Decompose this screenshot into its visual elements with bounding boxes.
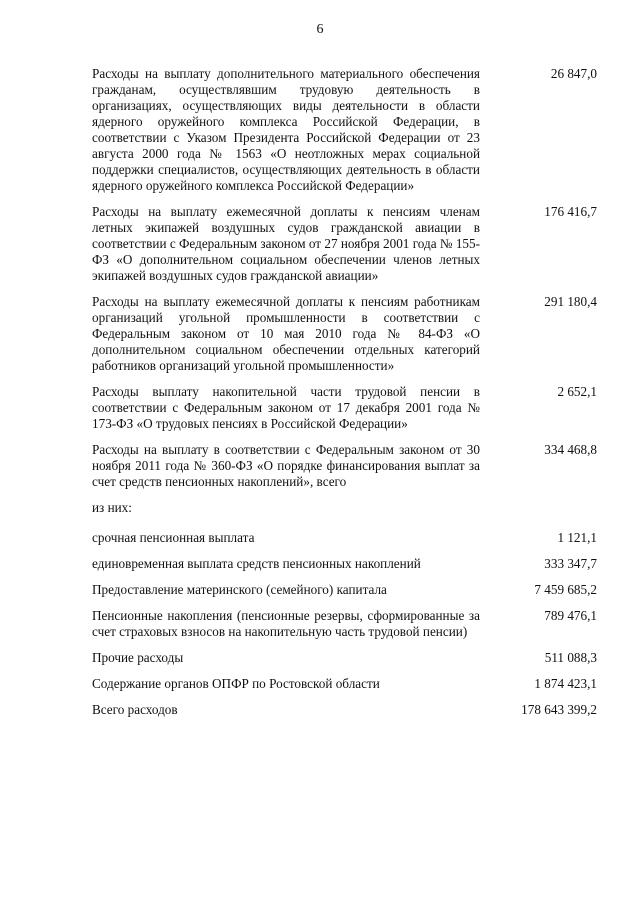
row-description: единовременная выплата средств пенсионных накоплений [92, 556, 421, 571]
expense-table [92, 66, 597, 728]
row-value: 2 652,1 [557, 384, 597, 399]
row-value: 176 416,7 [544, 204, 597, 219]
row-description: Содержание органов ОПФР по Ростовской области [92, 676, 380, 691]
row-value: 178 643 399,2 [521, 702, 597, 717]
row-value: 291 180,4 [544, 294, 597, 309]
row-description: Предоставление материнского (семейного) капитала [92, 582, 387, 597]
table-row [92, 676, 597, 692]
table-row [92, 582, 597, 598]
row-value: 511 088,3 [544, 650, 597, 665]
table-row [92, 442, 597, 490]
table-row [92, 530, 597, 546]
row-description: Расходы на выплату ежемесячной доплаты к пенсиям работникам организаций угольной промышленности в соответствии с Федеральным законом от 10 мая 2010 года № 84-ФЗ «О дополнительном социальном обеспечении отдельных категорий работников организаций угольной промышленности» [92, 294, 480, 373]
table-row [92, 608, 597, 640]
row-description: Прочие расходы [92, 650, 184, 665]
row-value: 334 468,8 [544, 442, 597, 457]
row-description: Расходы на выплату ежемесячной доплаты к пенсиям членам летных экипажей воздушных судов гражданской авиации в соответствии с Федеральным законом от 27 ноября 2001 года № 155-ФЗ «О дополнительном социальном обеспечении членов летных экипажей воздушных судов гражданской авиации» [92, 204, 480, 283]
total-row [92, 702, 597, 718]
row-description: Пенсионные накопления (пенсионные резервы, сформированные за счет страховых взносов на накопительную часть трудовой пенсии) [92, 608, 480, 639]
table-row [92, 294, 597, 374]
row-description: Расходы на выплату в соответствии с Федеральным законом от 30 ноября 2011 года № 360-ФЗ «О порядке финансирования выплат за счет средств пенсионных накоплений», всего [92, 442, 480, 489]
row-description: Расходы на выплату дополнительного материального обеспечения гражданам, осуществлявшим трудовую деятельность в организациях, осуществляющих виды деятельности в области ядерного оружейного комплекса Российской Федерации, в соответствии с Указом Президента Российской Федерации от 23 августа 2000 года № 1563 «О неотложных мерах социальной поддержки специалистов, осуществляющих деятельность в области ядерного оружейного комплекса Российской Федерации» [92, 66, 480, 193]
page-number: 6 [316, 22, 324, 37]
table-row [92, 204, 597, 284]
row-value: 1 874 423,1 [534, 676, 597, 691]
table-row [92, 66, 597, 194]
row-value: 1 121,1 [557, 530, 597, 545]
row-value: 333 347,7 [544, 556, 597, 571]
row-value: 26 847,0 [550, 66, 597, 81]
row-description: Расходы выплату накопительной части трудовой пенсии в соответствии с Федеральным законом от 17 декабря 2001 года № 173-ФЗ «О трудовых пенсиях в Российской Федерации» [92, 384, 480, 431]
row-value: 789 476,1 [544, 608, 597, 623]
row-description: срочная пенсионная выплата [92, 530, 255, 545]
table-row [92, 384, 597, 432]
row-description: Всего расходов [92, 702, 178, 717]
table-row [92, 650, 597, 666]
row-value: 7 459 685,2 [534, 582, 597, 597]
table-row [92, 556, 597, 572]
subheading: из них: [92, 500, 132, 515]
